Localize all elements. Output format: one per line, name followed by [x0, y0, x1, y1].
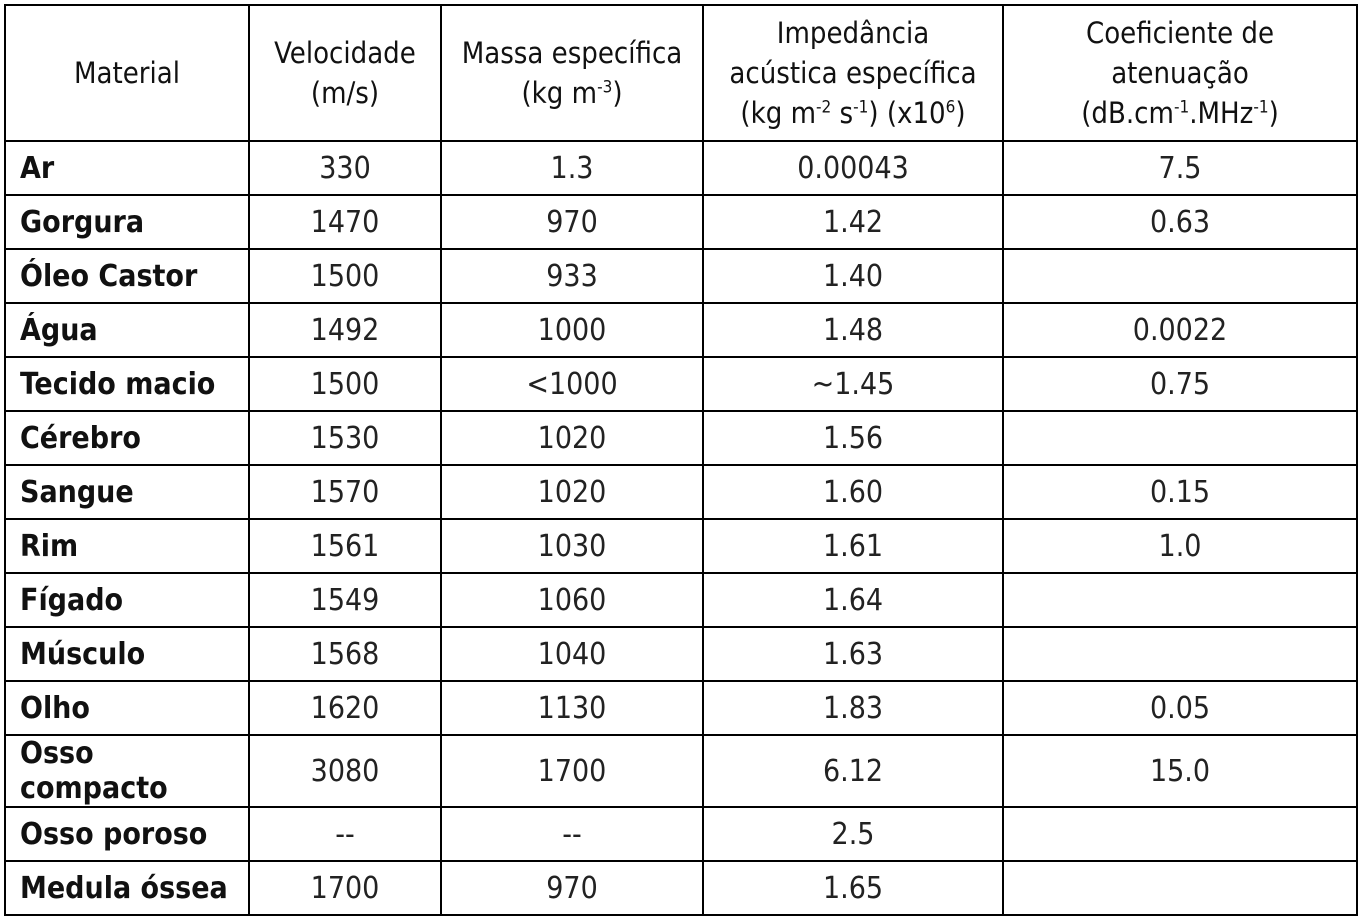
- cell-material: Músculo: [5, 627, 249, 681]
- table-row: [5, 303, 1357, 357]
- cell-atenuacao: 7.5: [1003, 141, 1357, 195]
- cell-atenuacao: [1003, 627, 1357, 681]
- header-atenuacao-line2: atenuação: [1111, 56, 1249, 90]
- cell-atenuacao: 0.0022: [1003, 303, 1357, 357]
- cell-velocidade: 3080: [249, 735, 441, 807]
- table-row: [5, 807, 1357, 861]
- cell-velocidade: 1570: [249, 465, 441, 519]
- cell-material: Fígado: [5, 573, 249, 627]
- cell-atenuacao: 0.15: [1003, 465, 1357, 519]
- header-atenuacao-exp2: -1: [1253, 97, 1269, 118]
- cell-impedancia: 1.83: [703, 681, 1003, 735]
- acoustic-properties-table: [4, 4, 1358, 916]
- header-impedancia-line2: acústica específica: [729, 56, 977, 90]
- table-row: [5, 249, 1357, 303]
- header-row: [5, 5, 1357, 141]
- cell-massa: 1700: [441, 735, 703, 807]
- cell-impedancia: ~1.45: [703, 357, 1003, 411]
- cell-atenuacao: 15.0: [1003, 735, 1357, 807]
- cell-atenuacao: 1.0: [1003, 519, 1357, 573]
- header-impedancia-line1: Impedância: [776, 16, 930, 50]
- cell-impedancia: 1.48: [703, 303, 1003, 357]
- header-velocidade-line2: (m/s): [310, 76, 380, 110]
- cell-velocidade: --: [249, 807, 441, 861]
- cell-atenuacao: 0.63: [1003, 195, 1357, 249]
- cell-impedancia: 1.40: [703, 249, 1003, 303]
- cell-velocidade: 1549: [249, 573, 441, 627]
- cell-atenuacao: 0.75: [1003, 357, 1357, 411]
- header-massa-close: ): [612, 76, 623, 110]
- header-impedancia-exp2: -1: [853, 97, 869, 118]
- cell-velocidade: 1700: [249, 861, 441, 915]
- cell-atenuacao: [1003, 807, 1357, 861]
- cell-massa: 1000: [441, 303, 703, 357]
- header-impedancia-unit-b: s: [831, 96, 854, 130]
- header-atenuacao: [1003, 5, 1357, 141]
- cell-impedancia: 1.63: [703, 627, 1003, 681]
- cell-impedancia: 1.60: [703, 465, 1003, 519]
- header-impedancia: [703, 5, 1003, 141]
- cell-velocidade: 330: [249, 141, 441, 195]
- table-row: [5, 141, 1357, 195]
- cell-massa: 933: [441, 249, 703, 303]
- cell-impedancia: 1.61: [703, 519, 1003, 573]
- cell-material: Gorgura: [5, 195, 249, 249]
- header-material-label: Material: [74, 56, 180, 90]
- cell-material: Tecido macio: [5, 357, 249, 411]
- header-massa-line2: [442, 73, 702, 113]
- header-velocidade-line1: Velocidade: [274, 36, 416, 70]
- cell-massa: 1040: [441, 627, 703, 681]
- header-massa: [441, 5, 703, 141]
- table-row: [5, 861, 1357, 915]
- cell-material: Ar: [5, 141, 249, 195]
- header-atenuacao-unit-a: (dB.cm: [1081, 96, 1174, 130]
- header-impedancia-line3: [704, 93, 1002, 133]
- cell-atenuacao: [1003, 861, 1357, 915]
- header-atenuacao-line3: [1004, 93, 1356, 133]
- cell-impedancia: 1.56: [703, 411, 1003, 465]
- cell-material: Osso compacto: [5, 735, 249, 807]
- table-body: [5, 141, 1357, 915]
- cell-material: Olho: [5, 681, 249, 735]
- header-velocidade: [249, 5, 441, 141]
- cell-velocidade: 1470: [249, 195, 441, 249]
- cell-impedancia: 6.12: [703, 735, 1003, 807]
- cell-velocidade: 1561: [249, 519, 441, 573]
- cell-material: Medula óssea: [5, 861, 249, 915]
- cell-impedancia: 0.00043: [703, 141, 1003, 195]
- table-row: [5, 735, 1357, 807]
- cell-atenuacao: [1003, 411, 1357, 465]
- cell-impedancia: 2.5: [703, 807, 1003, 861]
- header-impedancia-exp3: 6: [945, 97, 956, 118]
- header-impedancia-exp1: -2: [815, 97, 832, 118]
- cell-massa: 1030: [441, 519, 703, 573]
- cell-massa: 1.3: [441, 141, 703, 195]
- table-row: [5, 573, 1357, 627]
- header-massa-unit: (kg m: [521, 76, 598, 110]
- cell-massa: 1060: [441, 573, 703, 627]
- cell-massa: 1020: [441, 411, 703, 465]
- table-row: [5, 195, 1357, 249]
- cell-massa: --: [441, 807, 703, 861]
- header-atenuacao-exp1: -1: [1173, 97, 1190, 118]
- header-material: [5, 5, 249, 141]
- cell-material: Óleo Castor: [5, 249, 249, 303]
- cell-velocidade: 1568: [249, 627, 441, 681]
- cell-massa: 1130: [441, 681, 703, 735]
- table-row: [5, 465, 1357, 519]
- cell-atenuacao: [1003, 573, 1357, 627]
- header-massa-exponent: -3: [597, 77, 613, 98]
- cell-material: Água: [5, 303, 249, 357]
- cell-material: Cérebro: [5, 411, 249, 465]
- cell-atenuacao: [1003, 249, 1357, 303]
- cell-impedancia: 1.64: [703, 573, 1003, 627]
- cell-massa: 970: [441, 861, 703, 915]
- table-row: [5, 627, 1357, 681]
- table-header: [5, 5, 1357, 141]
- header-atenuacao-close: ): [1268, 96, 1279, 130]
- table-row: [5, 519, 1357, 573]
- cell-velocidade: 1500: [249, 249, 441, 303]
- cell-massa: 970: [441, 195, 703, 249]
- cell-impedancia: 1.65: [703, 861, 1003, 915]
- cell-velocidade: 1492: [249, 303, 441, 357]
- cell-velocidade: 1500: [249, 357, 441, 411]
- header-atenuacao-line1: Coeficiente de: [1085, 16, 1275, 50]
- cell-material: Sangue: [5, 465, 249, 519]
- table-row: [5, 681, 1357, 735]
- table-row: [5, 357, 1357, 411]
- cell-velocidade: 1530: [249, 411, 441, 465]
- header-impedancia-unit-a: (kg m: [740, 96, 816, 130]
- header-massa-line1: Massa específica: [461, 36, 683, 70]
- header-impedancia-close: ): [955, 96, 966, 130]
- cell-velocidade: 1620: [249, 681, 441, 735]
- cell-material: Rim: [5, 519, 249, 573]
- table-row: [5, 411, 1357, 465]
- header-impedancia-unit-c: ) (x10: [868, 96, 946, 130]
- cell-massa: 1020: [441, 465, 703, 519]
- cell-material: Osso poroso: [5, 807, 249, 861]
- cell-massa: <1000: [441, 357, 703, 411]
- header-atenuacao-unit-b: .MHz: [1189, 96, 1254, 130]
- cell-impedancia: 1.42: [703, 195, 1003, 249]
- cell-atenuacao: 0.05: [1003, 681, 1357, 735]
